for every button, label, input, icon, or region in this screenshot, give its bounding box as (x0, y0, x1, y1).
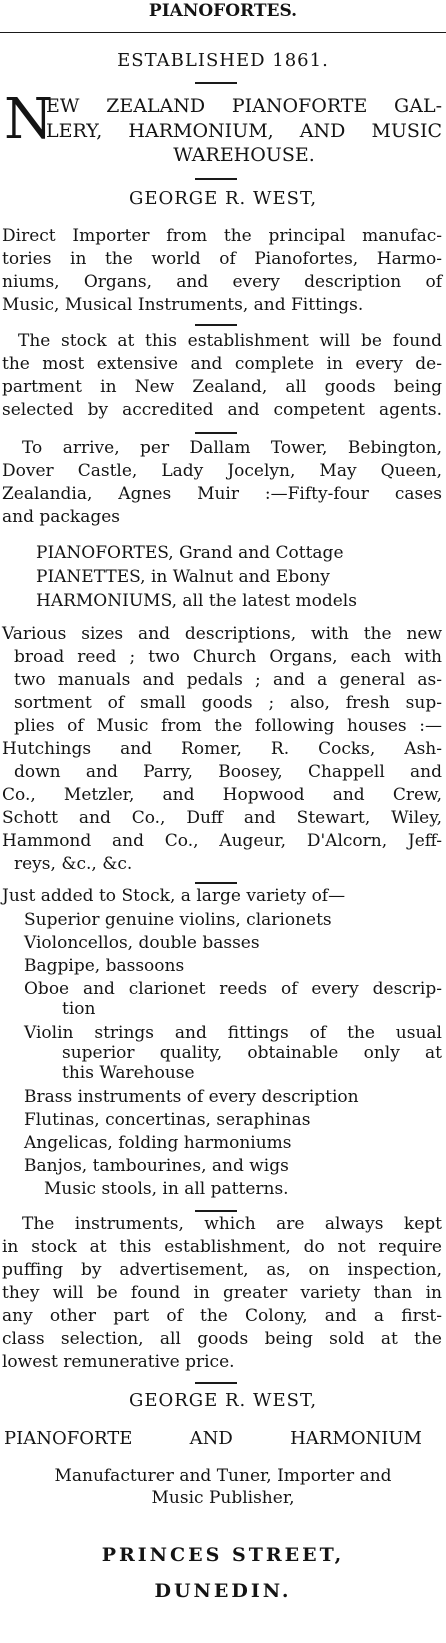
text-line: Hutchings and Romer, R. Cocks, Ash- (2, 739, 442, 759)
text-line: tories in the world of Pianofortes, Harmo- (2, 249, 442, 269)
title-drop-cap: N (4, 87, 53, 152)
text-line: the most extensive and complete in every de- (2, 354, 442, 374)
text-line: Hammond and Co., Augeur, D'Alcorn, Jeff- (2, 831, 442, 851)
footer-role-1: Manufacturer and Tuner, Importer and (54, 1466, 392, 1486)
list-item: Superior genuine violins, clarionets (24, 910, 332, 930)
list-item: Music stools, in all patterns. (44, 1179, 289, 1199)
footer-role-2: Music Publisher, (151, 1488, 295, 1508)
proprietor-name: GEORGE R. WEST, (128, 188, 318, 209)
footer-name: GEORGE R. WEST, (128, 1390, 318, 1411)
title-line-1: EW ZEALAND PIANOFORTE GAL- (46, 95, 442, 117)
text-line: lowest remunerative price. (2, 1352, 235, 1372)
text-line: two manuals and pedals ; and a general as- (14, 670, 442, 690)
footer-street: PRINCES STREET, (101, 1544, 345, 1566)
category-pianofortes: PIANOFORTES, Grand and Cottage (36, 543, 344, 563)
list-item: Violin strings and fittings of the usual (24, 1023, 442, 1043)
list-item: Flutinas, concertinas, seraphinas (24, 1110, 311, 1130)
list-item: Bagpipe, bassoons (24, 956, 185, 976)
divider (195, 1210, 237, 1212)
list-item: tion (62, 999, 96, 1019)
text-line: broad reed ; two Church Organs, each with (14, 647, 442, 667)
just-added-heading: Just added to Stock, a large variety of— (2, 886, 346, 906)
text-line: Various sizes and descriptions, with the new (2, 624, 442, 644)
list-item: superior quality, obtainable only at (62, 1043, 442, 1063)
text-line: down and Parry, Boosey, Chappell and (14, 762, 442, 782)
text-line: partment in New Zealand, all goods being (2, 377, 442, 397)
text-line: they will be found in greater variety than in (2, 1283, 442, 1303)
list-item: Oboe and clarionet reeds of every descrip- (24, 979, 442, 999)
text-line: sortment of small goods ; also, fresh sup- (14, 693, 442, 713)
text-line: Schott and Co., Duff and Stewart, Wiley, (2, 808, 442, 828)
list-item: this Warehouse (62, 1063, 195, 1083)
text-line: puffing by advertisement, as, on inspection, (2, 1260, 442, 1280)
list-item: Brass instruments of every description (24, 1087, 359, 1107)
divider (195, 432, 237, 434)
text-line: Direct Importer from the principal manufac- (2, 226, 442, 246)
category-harmoniums: HARMONIUMS, all the latest models (36, 591, 357, 611)
section-heading: PIANOFORTES. (148, 1, 298, 21)
title-line-2: LERY, HARMONIUM, AND MUSIC (46, 120, 442, 142)
title-line-3: WAREHOUSE. (173, 144, 315, 166)
list-item: Banjos, tambourines, and wigs (24, 1156, 289, 1176)
text-line: Music, Musical Instruments, and Fittings. (2, 295, 364, 315)
text-line: The stock at this establishment will be found (18, 331, 442, 351)
text-line: any other part of the Colony, and a first- (2, 1306, 442, 1326)
text-line: Co., Metzler, and Hopwood and Crew, (2, 785, 442, 805)
footer-trade: PIANOFORTE AND HARMONIUM (4, 1428, 422, 1449)
text-line: in stock at this establishment, do not require (2, 1237, 442, 1257)
top-rule (0, 32, 446, 33)
text-line: plies of Music from the following houses :— (14, 716, 442, 736)
footer-city: DUNEDIN. (154, 1580, 292, 1602)
divider (195, 82, 237, 84)
text-line: The instruments, which are always kept (22, 1214, 442, 1234)
text-line: niums, Organs, and every description of (2, 272, 442, 292)
text-line: reys, &c., &c. (14, 854, 133, 874)
divider (195, 1382, 237, 1384)
divider (195, 882, 237, 884)
divider (195, 324, 237, 326)
list-item: Violoncellos, double basses (24, 933, 260, 953)
text-line: Dover Castle, Lady Jocelyn, May Queen, (2, 461, 442, 481)
text-line: selected by accredited and competent agents. (2, 400, 442, 420)
text-line: class selection, all goods being sold at the (2, 1329, 442, 1349)
divider (195, 178, 237, 180)
established-line: ESTABLISHED 1861. (117, 50, 329, 71)
text-line: and packages (2, 507, 121, 527)
text-line: Zealandia, Agnes Muir :—Fifty-four cases (2, 484, 442, 504)
text-line: To arrive, per Dallam Tower, Bebington, (22, 438, 442, 458)
category-pianettes: PIANETTES, in Walnut and Ebony (36, 567, 330, 587)
list-item: Angelicas, folding harmoniums (24, 1133, 292, 1153)
